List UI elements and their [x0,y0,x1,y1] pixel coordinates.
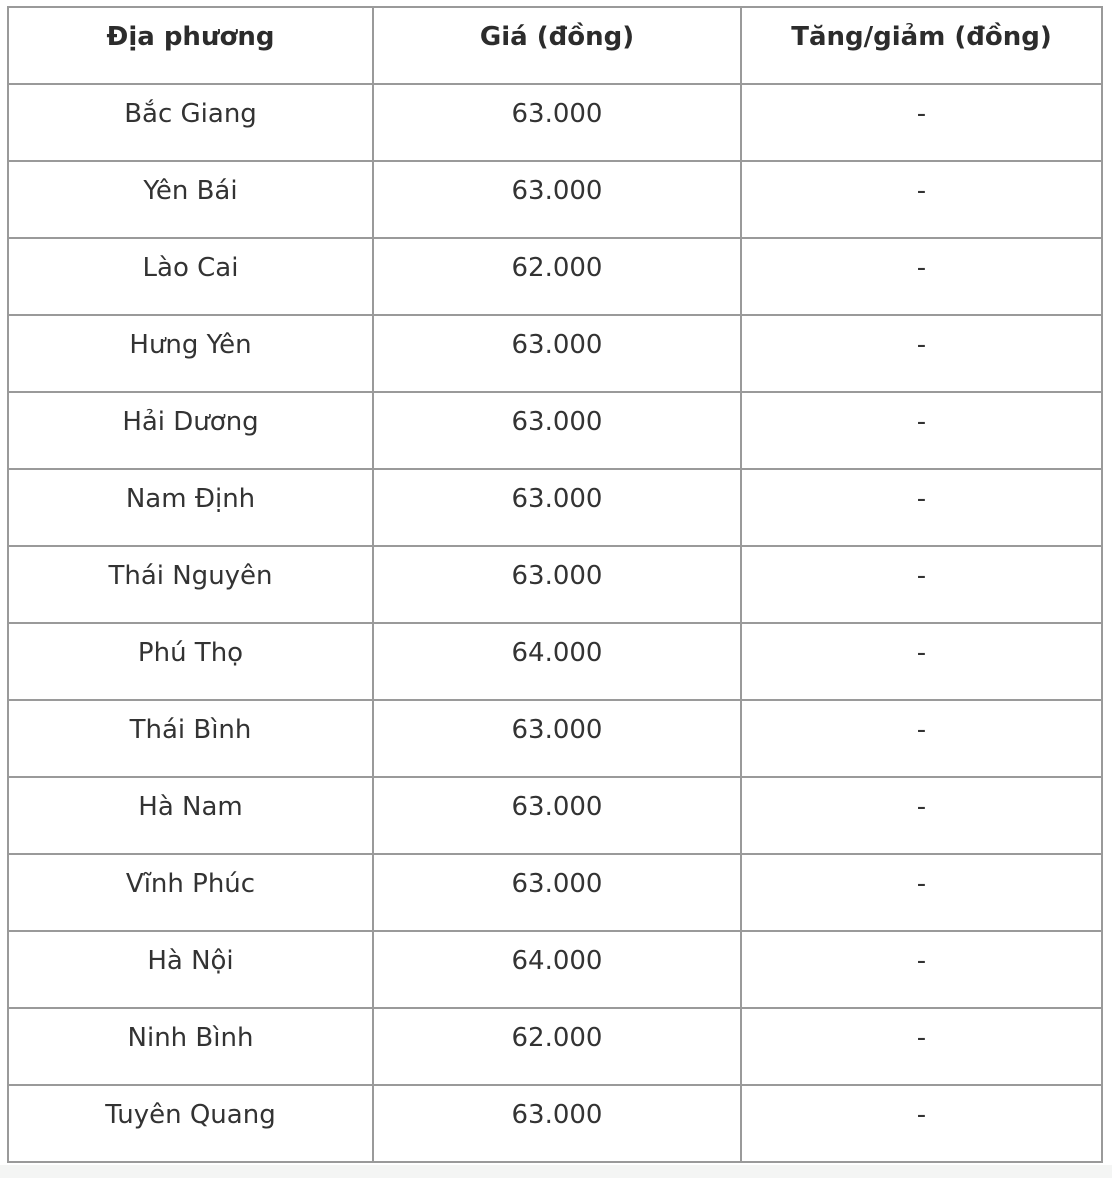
cell-change: - [741,315,1102,392]
cell-location: Yên Bái [8,161,373,238]
bottom-strip [0,1165,1112,1178]
cell-price: 64.000 [373,623,741,700]
table-row [8,469,1102,546]
cell-location: Nam Định [8,469,373,546]
cell-change: - [741,854,1102,931]
cell-price: 62.000 [373,238,741,315]
cell-change: - [741,546,1102,623]
cell-location: Hưng Yên [8,315,373,392]
table-row [8,84,1102,161]
table-row [8,161,1102,238]
col-header-change: Tăng/giảm (đồng) [741,7,1102,84]
table-row [8,392,1102,469]
cell-change: - [741,469,1102,546]
table-row [8,315,1102,392]
table-row [8,623,1102,700]
price-table-container [7,6,1103,1163]
table-row [8,546,1102,623]
cell-price: 63.000 [373,315,741,392]
cell-change: - [741,700,1102,777]
cell-change: - [741,84,1102,161]
col-header-price: Giá (đồng) [373,7,741,84]
cell-price: 63.000 [373,161,741,238]
header-row [8,7,1102,84]
cell-price: 62.000 [373,1008,741,1085]
cell-location: Lào Cai [8,238,373,315]
cell-location: Hà Nội [8,931,373,1008]
cell-change: - [741,623,1102,700]
cell-change: - [741,1085,1102,1162]
cell-location: Thái Bình [8,700,373,777]
cell-location: Hải Dương [8,392,373,469]
cell-price: 63.000 [373,1085,741,1162]
table-row [8,777,1102,854]
cell-price: 63.000 [373,777,741,854]
table-body [8,84,1102,1162]
cell-location: Hà Nam [8,777,373,854]
cell-change: - [741,931,1102,1008]
cell-price: 63.000 [373,854,741,931]
table-row [8,238,1102,315]
cell-price: 63.000 [373,469,741,546]
cell-price: 64.000 [373,931,741,1008]
table-row [8,1008,1102,1085]
cell-location: Ninh Bình [8,1008,373,1085]
cell-location: Thái Nguyên [8,546,373,623]
table-header [8,7,1102,84]
col-header-location: Địa phương [8,7,373,84]
cell-location: Phú Thọ [8,623,373,700]
cell-price: 63.000 [373,84,741,161]
table-row [8,700,1102,777]
cell-change: - [741,1008,1102,1085]
price-table [7,6,1103,1163]
cell-price: 63.000 [373,546,741,623]
table-row [8,931,1102,1008]
cell-change: - [741,161,1102,238]
table-row [8,854,1102,931]
cell-location: Tuyên Quang [8,1085,373,1162]
cell-price: 63.000 [373,700,741,777]
cell-change: - [741,392,1102,469]
cell-location: Bắc Giang [8,84,373,161]
cell-change: - [741,777,1102,854]
table-row [8,1085,1102,1162]
cell-change: - [741,238,1102,315]
cell-price: 63.000 [373,392,741,469]
cell-location: Vĩnh Phúc [8,854,373,931]
